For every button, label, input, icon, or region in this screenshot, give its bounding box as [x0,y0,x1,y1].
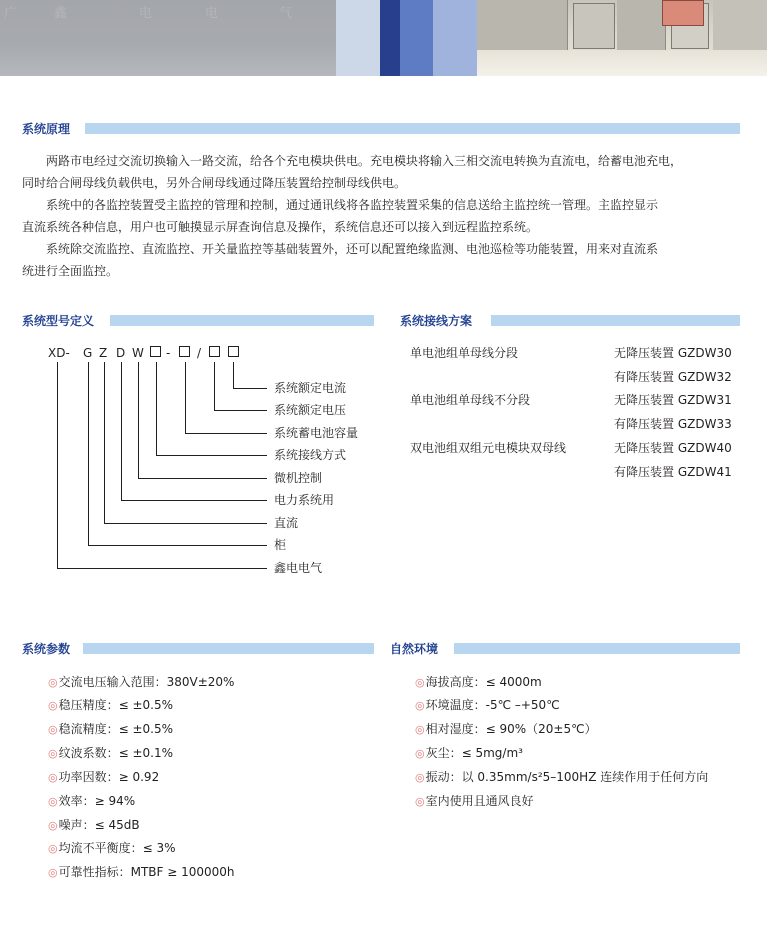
bullet-icon: ◎ [48,699,58,712]
section-title: 系统型号定义 [22,314,95,328]
code-dash: - [166,346,171,360]
wiring-option: 无降压装置 GZDW40 [614,441,732,455]
list-item: ◎环境温度：-5℃ –+50℃ [415,698,560,712]
list-item: ◎振动：以 0.35mm/s²5–100HZ 连续作用于任何方向 [415,770,709,784]
section-title: 系统参数 [22,642,71,656]
model-header [22,315,374,327]
wiring-header [400,315,740,327]
list-item: ◎海拔高度：≤ 4000m [415,675,542,689]
code-label: 电力系统用 [274,493,335,507]
code-label: 直流 [274,516,299,530]
code-box [178,345,191,359]
banner-strip-pale [336,0,380,76]
cabinet-red-panel [662,0,704,26]
code-prefix: XD- [48,346,70,360]
list-item: ◎灰尘：≤ 5mg/m³ [415,746,523,760]
banner-strip-light [433,0,477,76]
banner-ghost-char: 广 [4,6,18,21]
list-item: ◎效率：≥ 94% [48,794,136,808]
bullet-icon: ◎ [415,747,425,760]
bullet-icon: ◎ [48,842,58,855]
section-bar [454,643,740,654]
wiring-option: 有降压装置 GZDW41 [614,465,732,479]
list-item: ◎室内使用且通风良好 [415,794,534,808]
list-item: ◎噪声：≤ 45dB [48,818,140,832]
params-header [22,643,374,655]
bullet-icon: ◎ [48,723,58,736]
code-box [227,345,240,359]
paragraph-line: 系统除交流监控、直流监控、开关量监控等基础装置外，还可以配置绝缘监测、电池巡检等功能装置，用来对直流系 [22,242,659,256]
section-title: 自然环境 [390,642,439,656]
paragraph-line: 两路市电经过交流切换输入一路交流，给各个充电模块供电。充电模块将输入三相交流电转换为直流电，给蓄电池充电， [22,154,683,168]
bullet-icon: ◎ [48,819,58,832]
wiring-option: 有降压装置 GZDW33 [614,417,732,431]
wiring-option: 无降压装置 GZDW31 [614,393,732,407]
banner-ghost-char: 电 [205,6,219,21]
banner-strip-navy [380,0,400,76]
section-bar [491,315,740,326]
principle-header [22,123,740,135]
bullet-icon: ◎ [415,795,425,808]
list-item: ◎稳流精度：≤ ±0.5% [48,722,174,736]
paragraph-line: 统进行全面监控。 [22,264,119,278]
env-header [390,643,740,655]
list-item: ◎均流不平衡度：≤ 3% [48,841,176,855]
wiring-scheme: 单电池组单母线不分段 [410,393,531,407]
list-item: ◎功率因数：≥ 0.92 [48,770,160,784]
code-label: 系统接线方式 [274,448,347,462]
code-slash: / [197,346,202,360]
list-item: ◎交流电压输入范围：380V±20% [48,675,235,689]
banner-ghost-char: 气 [279,6,293,21]
code-label: 微机控制 [274,471,323,485]
bullet-icon: ◎ [415,723,425,736]
section-bar [83,643,374,654]
bullet-icon: ◎ [48,866,58,879]
bullet-icon: ◎ [415,676,425,689]
code-label: 系统额定电流 [274,381,347,395]
section-bar [110,315,374,326]
banner-grey-panel [0,0,336,76]
wiring-scheme: 单电池组单母线分段 [410,346,519,360]
section-bar [85,123,740,134]
code-label: 鑫电电气 [274,561,323,575]
code-box [208,345,221,359]
principle-paragraph [22,150,740,282]
section-title: 系统原理 [22,122,71,136]
bullet-icon: ◎ [48,771,58,784]
banner-strip-mid [400,0,433,76]
banner-ghost-char: 电 [139,6,153,21]
bullet-icon: ◎ [48,795,58,808]
wiring-option: 有降压装置 GZDW32 [614,370,732,384]
bullet-icon: ◎ [415,699,425,712]
code-letter-z: Z [99,346,108,360]
section-title: 系统接线方案 [400,314,473,328]
bullet-icon: ◎ [415,771,425,784]
list-item: ◎稳压精度：≤ ±0.5% [48,698,174,712]
code-label: 柜 [274,538,287,552]
header-banner [0,0,767,76]
list-item: ◎相对湿度：≤ 90%（20±5℃） [415,722,597,736]
wiring-scheme: 双电池组双组元电模块双母线 [410,441,567,455]
code-letter-w: W [132,346,144,360]
list-item: ◎可靠性指标：MTBF ≥ 100000h [48,865,235,879]
code-label: 系统蓄电池容量 [274,426,359,440]
list-item: ◎纹波系数：≤ ±0.1% [48,746,174,760]
code-box [149,345,162,359]
code-letter-g: G [83,346,93,360]
code-label: 系统额定电压 [274,403,347,417]
bullet-icon: ◎ [48,676,58,689]
paragraph-line: 同时给合闸母线负载供电，另外合闸母线通过降压装置给控制母线供电。 [22,176,407,190]
cabinet-photo [477,0,767,76]
paragraph-line: 直流系统各种信息，用户也可触摸显示屏查询信息及操作，系统信息还可以接入到远程监控系统。 [22,220,539,234]
code-letter-d: D [116,346,126,360]
paragraph-line: 系统中的各监控装置受主监控的管理和控制，通过通讯线将各监控装置采集的信息送给主监控统一管理。主监控显示 [22,198,659,212]
bullet-icon: ◎ [48,747,58,760]
wiring-option: 无降压装置 GZDW30 [614,346,732,360]
banner-ghost-char: 鑫 [54,6,68,21]
